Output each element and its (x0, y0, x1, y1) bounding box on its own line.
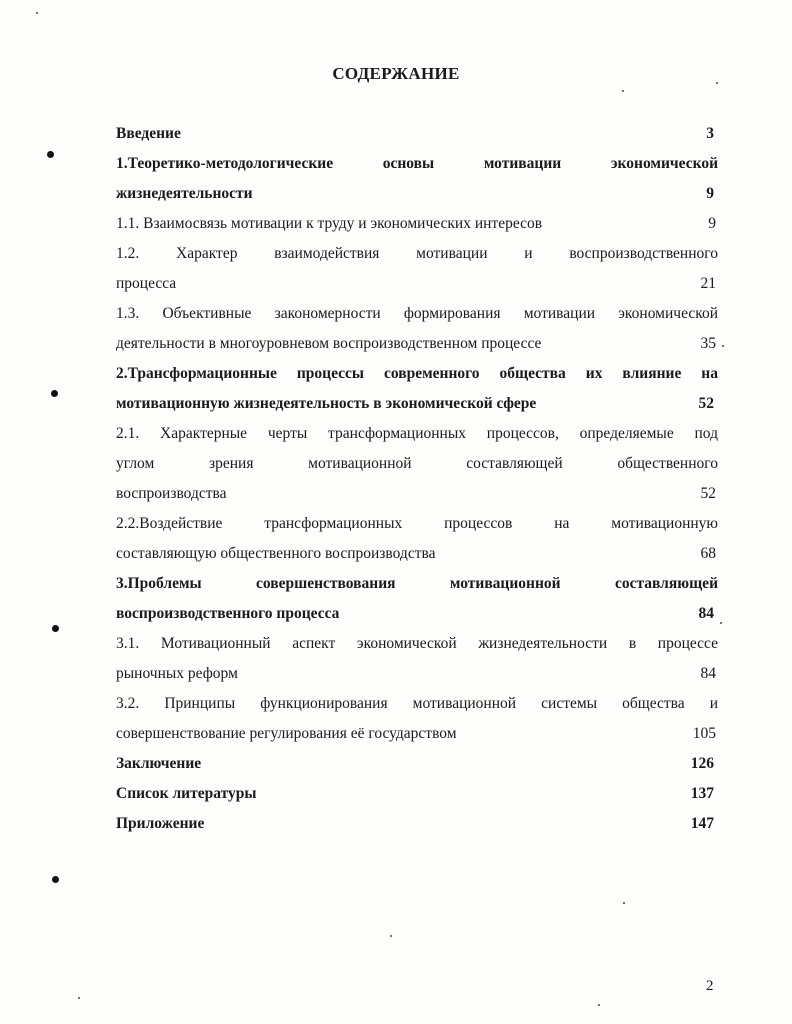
toc-entry (116, 811, 718, 841)
toc-entry-continuation (116, 451, 718, 481)
toc-entry-title: жизнедеятельности (116, 185, 253, 202)
scan-speck (78, 997, 80, 999)
toc-entry-title: Заключение (116, 755, 202, 772)
toc-entry-page: 35 (700, 335, 716, 352)
toc-entry (116, 691, 718, 721)
toc-entry-page: 147 (690, 815, 714, 832)
toc-entry-page: 68 (700, 545, 716, 562)
toc-entry-page: 137 (690, 785, 714, 802)
punch-hole-mark (52, 625, 59, 632)
toc-entry (116, 751, 718, 781)
toc-entry-page: 84 (700, 665, 716, 682)
scan-speck (36, 12, 38, 14)
toc-entry-title: 1.1. Взаимосвязь мотивации к труду и экономических интересов (116, 215, 543, 232)
toc-entry-page: 52 (700, 485, 716, 502)
toc-entry-title: мотивационную жизнедеятельность в экономической сфере (116, 395, 537, 412)
scan-speck (623, 902, 625, 904)
toc-entry (116, 121, 718, 151)
toc-entry-title: воспроизводства (116, 485, 227, 502)
punch-hole-mark (51, 390, 58, 397)
punch-hole-mark (52, 876, 59, 883)
toc-entry-page: 84 (698, 605, 714, 622)
toc-entry (116, 301, 718, 331)
toc-entry-page: 9 (706, 185, 714, 202)
toc-entry-page: 52 (698, 395, 714, 412)
toc-entry (116, 151, 718, 181)
toc-entry-continuation (116, 541, 718, 571)
toc-entry-title: процесса (116, 275, 177, 292)
scan-speck (720, 622, 722, 624)
scan-speck (598, 1004, 600, 1006)
toc-entry-title: углом зрения мотивационной составляющей общественного (116, 455, 718, 472)
toc-entry-continuation (116, 601, 718, 631)
toc-entry-continuation (116, 661, 718, 691)
toc-entry (116, 631, 718, 661)
toc-entry-title: 3.2. Принципы функционирования мотивационной системы общества и (116, 695, 718, 712)
toc-entry-page: 9 (708, 215, 716, 232)
toc-entry-page: 3 (706, 125, 714, 142)
toc-entry-title: 2.1. Характерные черты трансформационных процессов, определяемые под (116, 425, 718, 442)
toc-entry-continuation (116, 481, 718, 511)
toc-entry-page: 21 (700, 275, 716, 292)
toc-entry-title: Список литературы (116, 785, 257, 802)
scan-speck (390, 935, 392, 937)
toc-entry-title: Приложение (116, 815, 205, 832)
toc-entry-title: 3.1. Мотивационный аспект экономической жизнедеятельности в процессе (116, 635, 718, 652)
toc-entry-continuation (116, 391, 718, 421)
toc-entry (116, 361, 718, 391)
toc-entry (116, 511, 718, 541)
table-of-contents (116, 121, 718, 841)
toc-entry-title: 1.3. Объективные закономерности формирования мотивации экономической (116, 305, 718, 322)
scan-speck (716, 82, 718, 84)
toc-entry-title: воспроизводственного процесса (116, 605, 340, 622)
scan-speck (722, 345, 724, 347)
toc-entry-title: Введение (116, 125, 181, 142)
toc-entry-title: 3.Проблемы совершенствования мотивационной составляющей (116, 575, 718, 592)
toc-entry (116, 781, 718, 811)
toc-entry-continuation (116, 181, 718, 211)
toc-entry (116, 211, 718, 241)
toc-entry-title: 1.Теоретико-методологические основы мотивации экономической (116, 155, 718, 172)
toc-entry-continuation (116, 271, 718, 301)
punch-hole-mark (47, 151, 54, 158)
scan-speck (622, 90, 624, 92)
toc-entry-continuation (116, 721, 718, 751)
toc-entry-continuation (116, 331, 718, 361)
toc-entry-title: 2.2.Воздействие трансформационных процессов на мотивационную (116, 515, 718, 532)
toc-entry-title: рыночных реформ (116, 665, 238, 682)
toc-entry (116, 571, 718, 601)
page-number: 2 (706, 978, 714, 994)
toc-entry-page: 126 (690, 755, 714, 772)
toc-entry-page: 105 (692, 725, 716, 742)
toc-entry (116, 421, 718, 451)
page-title: СОДЕРЖАНИЕ (332, 64, 460, 83)
toc-entry-title: деятельности в многоуровневом воспроизводственном процессе (116, 335, 542, 352)
toc-entry (116, 241, 718, 271)
toc-entry-title: 1.2. Характер взаимодействия мотивации и воспроизводственного (116, 245, 718, 262)
toc-entry-title: совершенствование регулирования её государством (116, 725, 457, 742)
toc-entry-title: 2.Трансформационные процессы современного общества их влияние на (116, 365, 718, 382)
toc-entry-title: составляющую общественного воспроизводства (116, 545, 436, 562)
